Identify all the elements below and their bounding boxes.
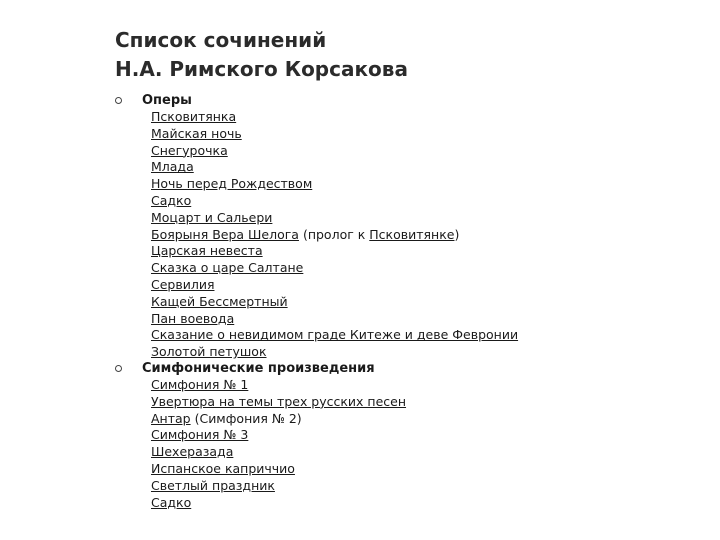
list-item [151, 176, 518, 193]
list-item [151, 193, 518, 210]
list-item [151, 344, 518, 361]
work-link[interactable]: Ночь перед Рождеством [151, 176, 313, 192]
work-link[interactable]: Шехеразада [151, 444, 234, 460]
work-link[interactable]: Симфония № 3 [151, 427, 249, 443]
list-item [151, 210, 518, 227]
work-link[interactable]: Псковитянка [151, 109, 237, 124]
list-item [151, 243, 518, 260]
work-link[interactable]: Майская ночь [151, 125, 242, 141]
work-link[interactable]: Испанское каприччио [151, 460, 295, 476]
symphonic-list [151, 377, 406, 511]
list-item [151, 411, 406, 428]
work-link[interactable]: Сказание о невидимом граде Китеже и деве Февронии [151, 327, 519, 343]
work-link[interactable]: Пан воевода [151, 310, 235, 326]
list-item [151, 394, 406, 411]
work-link[interactable]: Млада [151, 159, 194, 175]
list-item [151, 478, 406, 495]
section-heading: Оперы [142, 93, 192, 108]
section-heading: Симфонические произведения [142, 361, 375, 376]
work-link[interactable]: Сервилия [151, 276, 215, 292]
work-link[interactable]: Снегурочка [151, 142, 228, 158]
circle-bullet-icon [115, 97, 122, 104]
list-item [151, 495, 406, 512]
item-note-end: ) [454, 226, 460, 242]
work-link[interactable]: Боярыня Вера Шелога [151, 226, 299, 242]
list-item [151, 377, 406, 394]
work-link[interactable]: Садко [151, 494, 192, 510]
work-link[interactable]: Моцарт и Сальери [151, 209, 273, 225]
work-link[interactable]: Симфония № 1 [151, 377, 249, 392]
item-note: (пролог к [298, 226, 370, 242]
page-title [115, 26, 408, 84]
work-link[interactable]: Кащей Бессмертный [151, 293, 288, 309]
work-link[interactable]: Садко [151, 192, 192, 208]
work-link[interactable]: Золотой петушок [151, 344, 267, 360]
note-link[interactable]: Псковитянке [369, 226, 455, 242]
work-link[interactable]: Антар [151, 410, 191, 426]
list-item [151, 277, 518, 294]
list-item [151, 427, 406, 444]
list-item [151, 126, 518, 143]
circle-bullet-icon [115, 365, 122, 372]
list-item [151, 143, 518, 160]
list-item [151, 327, 518, 344]
list-item [151, 461, 406, 478]
list-item [151, 260, 518, 277]
list-item [151, 109, 518, 126]
work-link[interactable]: Сказка о царе Салтане [151, 260, 304, 276]
work-link[interactable]: Светлый праздник [151, 477, 275, 493]
list-item [151, 311, 518, 328]
list-item [151, 159, 518, 176]
work-link[interactable]: Увертюра на темы трех русских песен [151, 393, 407, 409]
list-item [151, 294, 518, 311]
list-item [151, 444, 406, 461]
list-item [151, 227, 518, 244]
work-link[interactable]: Царская невеста [151, 243, 263, 259]
title-line-1: Список сочинений [115, 28, 327, 52]
item-note: (Симфония № 2) [190, 410, 302, 426]
operas-list [151, 109, 518, 361]
title-line-2: Н.А. Римского Корсакова [115, 57, 408, 81]
